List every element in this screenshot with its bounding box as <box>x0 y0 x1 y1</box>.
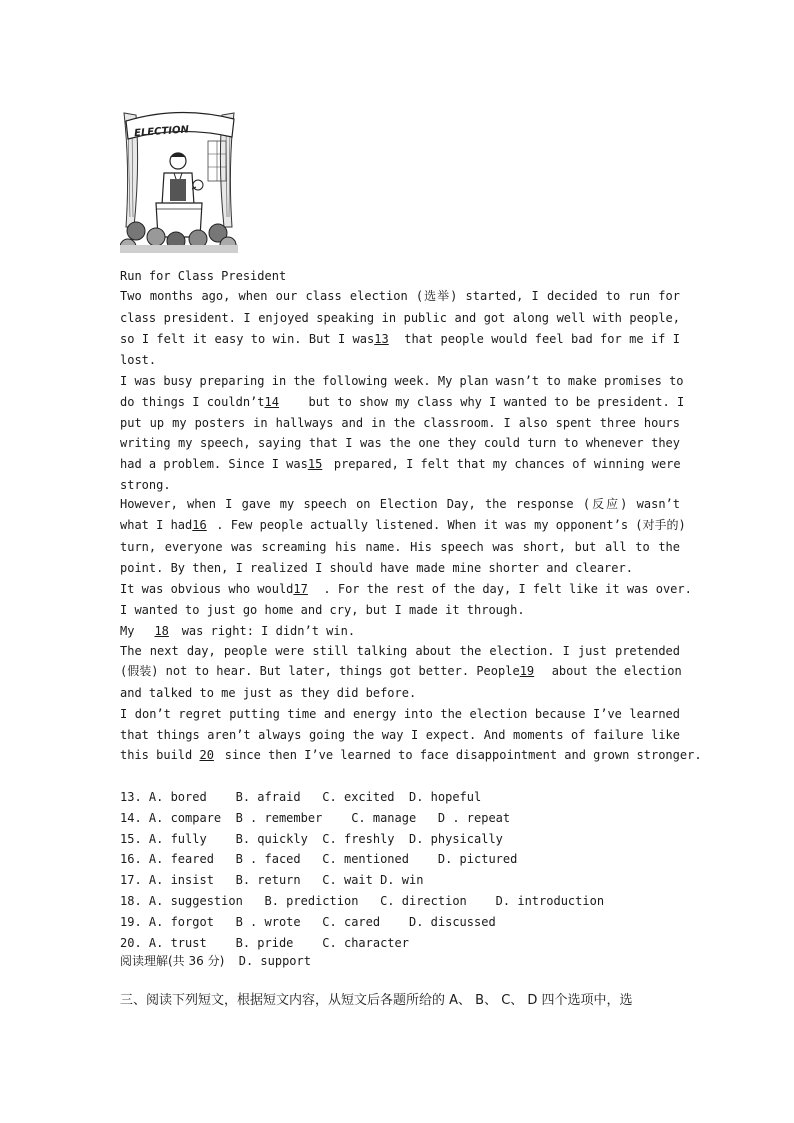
blank-19: 19 <box>519 664 535 678</box>
blank-17: 17 <box>293 582 308 596</box>
election-illustration <box>120 107 238 253</box>
blank-15: 15 <box>307 457 323 471</box>
blank-20: 20 <box>199 748 214 762</box>
passage-line: class president. I enjoyed speaking in public and got along well with people, <box>120 311 680 325</box>
passage-line: what I had16 . Few people actually listened. When it was my opponent’s (对手的) <box>120 518 686 532</box>
option-row-14: 14. A. compare B . remember C. manage D . repeat <box>120 811 511 825</box>
option-row-20-cont <box>120 953 311 969</box>
blank-18: 18 <box>154 624 169 638</box>
passage-line: had a problem. Since I was15 prepared, I felt that my chances of winning were <box>120 457 681 471</box>
option-row-19: 19. A. forgot B . wrote C. cared D. discussed <box>120 915 496 929</box>
passage-line: and talked to me just as they did before. <box>120 686 417 700</box>
blank-16: 16 <box>192 518 207 532</box>
passage-line: My 18 was right: I didn’t win. <box>120 624 356 638</box>
banner-text: ELECTION <box>133 124 190 140</box>
blank-13: 13 <box>374 332 389 346</box>
option-row-13: 13. A. bored B. afraid C. excited D. hopeful <box>120 790 482 804</box>
option-20-d: D. support <box>238 954 311 968</box>
passage-line: Two months ago, when our class election (选举) started, I decided to run for <box>120 289 680 303</box>
option-row-17: 17. A. insist B. return C. wait D. win <box>120 873 424 887</box>
passage-line: I wanted to just go home and cry, but I made it through. <box>120 603 525 617</box>
passage-line: this build 20 since then I’ve learned to face disappointment and grown stronger. <box>120 748 702 762</box>
passage-line: It was obvious who would17 . For the rest of the day, I felt like it was over. <box>120 582 692 596</box>
passage-line: do things I couldn’t14 but to show my class why I wanted to be president. I <box>120 395 685 409</box>
passage-line: The next day, people were still talking about the election. I just pretended <box>120 644 680 658</box>
passage-line: lost. <box>120 353 157 367</box>
passage-line: point. By then, I realized I should have made mine shorter and clearer. <box>120 561 633 575</box>
passage-line: that things aren’t always going the way I expect. And moments of failure like <box>120 728 680 742</box>
passage-line: I was busy preparing in the following week. My plan wasn’t to make promises to <box>120 374 684 388</box>
passage-line: I don’t regret putting time and energy into the election because I’ve learned <box>120 707 680 721</box>
option-row-18: 18. A. suggestion B. prediction C. direction D. introduction <box>120 894 605 908</box>
option-row-16: 16. A. feared B . faced C. mentioned D. pictured <box>120 852 518 866</box>
section-three-instruction: 三、阅读下列短文，根据短文内容，从短文后各题所给的 A、 B、 C、 D 四个选项中，选 <box>120 993 633 1008</box>
passage-line: writing my speech, saying that I was the one they could turn to whenever they <box>120 436 680 450</box>
passage-line: so I felt it easy to win. But I was13 that people would feel bad for me if I <box>120 332 680 346</box>
option-row-15: 15. A. fully B. quickly C. freshly D. physically <box>120 832 503 846</box>
passage-title: Run for Class President <box>120 269 287 283</box>
reading-heading: 阅读理解(共 36 分) <box>120 954 225 968</box>
passage-line: (假装) not to hear. But later, things got better. People19 about the election <box>120 664 682 678</box>
passage-line: put up my posters in hallways and in the classroom. I also spent three hours <box>120 416 680 430</box>
passage-line: turn, everyone was screaming his name. His speech was short, but all to the <box>120 540 680 554</box>
passage-line: strong. <box>120 478 171 492</box>
option-row-20: 20. A. trust B. pride C. character <box>120 936 409 950</box>
passage-line: However, when I gave my speech on Election Day, the response (反应) wasn’t <box>120 497 680 511</box>
blank-14: 14 <box>264 395 279 409</box>
